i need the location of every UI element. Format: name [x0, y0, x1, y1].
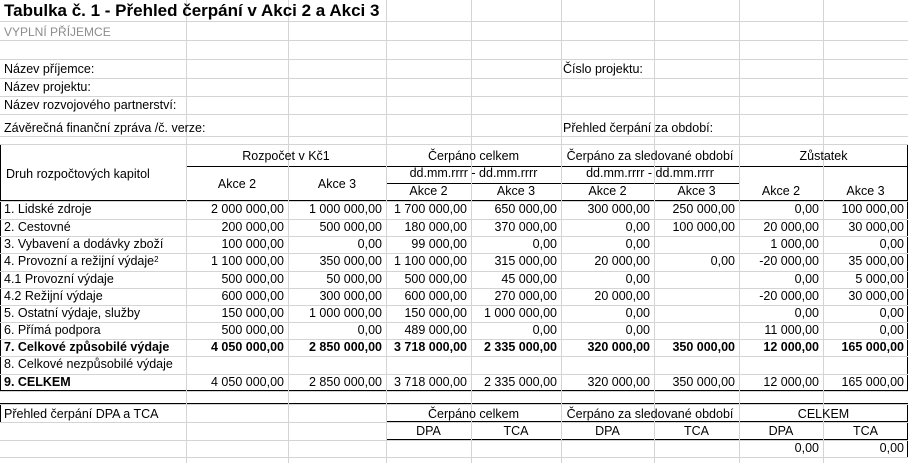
cell-budget-a2: 200 000,00: [221, 220, 284, 234]
grid-col-line: [186, 0, 187, 463]
grid-row-line: [0, 404, 908, 405]
cell-spent-total-a3: 45 000,00: [501, 272, 557, 286]
spent-total-date-range: dd.mm.rrrr - dd.mm.rrrr: [409, 166, 538, 180]
grid-row-line: [0, 391, 908, 392]
row-label: 8. Celkové nezpůsobilé výdaje: [4, 357, 173, 371]
grid-col-line: [386, 0, 387, 463]
cell-budget-a2: 500 000,00: [221, 323, 284, 337]
cell-spent-total-a3: 650 000,00: [494, 202, 557, 216]
cell-spent-total-a2: 3 718 000,00: [394, 340, 467, 354]
grid-row-line: [0, 21, 908, 22]
footnote-marker: 2: [154, 255, 159, 264]
cell-spent-total-a2: 150 000,00: [404, 306, 467, 320]
cell-spent-period-a2: 0,00: [625, 237, 650, 251]
row-label: 3. Vybavení a dodávky zboží: [4, 237, 164, 251]
row-label: 4.1 Provozní výdaje: [4, 272, 114, 286]
cell-balance-a2: 12 000,00: [763, 340, 819, 354]
dpa-col-2: DPA: [595, 424, 620, 438]
cell-spent-period-a3: 350 000,00: [672, 340, 735, 354]
chapters-header: Druh rozpočtových kapitol: [6, 167, 150, 181]
cell-budget-a3: 0,00: [357, 323, 382, 337]
project-name-label: Název projektu:: [4, 80, 91, 94]
border-v: [0, 144, 1, 391]
period-label: Přehled čerpání za období:: [563, 121, 714, 135]
cell-spent-total-a3: 0,00: [532, 237, 557, 251]
report-version-label: Závěrečná finanční zpráva /č. verze:: [4, 121, 206, 135]
grid-row-line: [0, 457, 908, 458]
cell-spent-total-a2: 180 000,00: [404, 220, 467, 234]
cell-budget-a3: 2 850 000,00: [309, 375, 382, 389]
dpa-total-header: CELKEM: [797, 407, 850, 421]
cell-spent-period-a3: 0,00: [710, 254, 735, 268]
cell-balance-a3: 165 000,00: [841, 340, 904, 354]
cell-balance-a2: 0,00: [794, 272, 819, 286]
grid-row-line: [0, 144, 908, 145]
cell-balance-a3: 0,00: [879, 237, 904, 251]
cell-spent-total-a3: 370 000,00: [494, 220, 557, 234]
grid-col-line: [288, 0, 289, 463]
spent-period-header: Čerpáno za sledované období: [566, 149, 734, 163]
spent-total-a3-header: Akce 3: [496, 184, 536, 198]
cell-budget-a2: 4 050 000,00: [211, 375, 284, 389]
grid-col-line: [654, 0, 655, 463]
row-label: 5. Ostatní výdaje, služby: [4, 306, 141, 320]
cell-spent-total-a3: 315 000,00: [494, 254, 557, 268]
dpa-value-cell: 0,00: [794, 441, 819, 455]
cell-spent-total-a3: 0,00: [532, 323, 557, 337]
cell-spent-total-a3: 270 000,00: [494, 289, 557, 303]
row-label: 9. CELKEM: [4, 375, 71, 389]
dpa-value-cell: 0,00: [879, 441, 904, 455]
page-title: Tabulka č. 1 - Přehled čerpání v Akci 2 a Akci 3: [4, 1, 380, 20]
grid-col-line: [561, 0, 562, 463]
row-label: 6. Přímá podpora: [4, 323, 101, 337]
spent-total-a2-header: Akce 2: [409, 184, 448, 198]
spent-period-date-range: dd.mm.rrrr - dd.mm.rrrr: [586, 166, 714, 180]
grid-col-line: [823, 0, 824, 463]
cell-spent-period-a3: 250 000,00: [672, 202, 735, 216]
row-label: 4.2 Režijní výdaje: [4, 289, 103, 303]
cell-budget-a2: 500 000,00: [221, 272, 284, 286]
budget-header: Rozpočet v Kč1: [242, 149, 330, 163]
cell-budget-a3: 300 000,00: [319, 289, 382, 303]
cell-balance-a2: -20 000,00: [759, 289, 819, 303]
cell-balance-a3: 0,00: [879, 306, 904, 320]
cell-budget-a3: 350 000,00: [319, 254, 382, 268]
cell-balance-a2: -20 000,00: [759, 254, 819, 268]
cell-budget-a3: 1 000 000,00: [309, 202, 382, 216]
cell-balance-a3: 35 000,00: [848, 254, 904, 268]
spent-period-a3-header: Akce 3: [677, 184, 716, 198]
cell-budget-a3: 500 000,00: [319, 220, 382, 234]
row-label: 7. Celkové způsobilé výdaje: [4, 340, 170, 354]
border-v: [0, 403, 1, 422]
grid-row-line: [0, 59, 908, 60]
cell-balance-a2: 12 000,00: [763, 375, 819, 389]
budget-a2-header: Akce 2: [217, 177, 257, 191]
cell-budget-a2: 100 000,00: [221, 237, 284, 251]
cell-budget-a2: 600 000,00: [221, 289, 284, 303]
cell-balance-a2: 0,00: [794, 306, 819, 320]
cell-balance-a2: 0,00: [794, 202, 819, 216]
grid-col-line: [471, 0, 472, 463]
cell-spent-total-a2: 1 700 000,00: [394, 202, 467, 216]
cell-spent-total-a2: 489 000,00: [404, 323, 467, 337]
spent-period-a2-header: Akce 2: [588, 184, 627, 198]
cell-spent-period-a2: 320 000,00: [587, 340, 650, 354]
cell-spent-total-a2: 99 000,00: [411, 237, 467, 251]
cell-balance-a2: 1 000,00: [770, 237, 819, 251]
budget-a3-header: Akce 3: [317, 177, 357, 191]
cell-balance-a3: 100 000,00: [841, 202, 904, 216]
row-label: 4. Provozní a režijní výdaje$^2$: [4, 254, 159, 268]
tca-col-2: TCA: [684, 424, 709, 438]
cell-spent-total-a2: 500 000,00: [404, 272, 467, 286]
dpa-spent-total-header: Čerpáno celkem: [427, 407, 519, 421]
cell-budget-a3: 0,00: [357, 237, 382, 251]
balance-a2-header: Akce 2: [761, 184, 801, 198]
spent-total-header: Čerpáno celkem: [427, 149, 519, 163]
cell-budget-a3: 1 000 000,00: [309, 306, 382, 320]
partnership-label: Název rozvojového partnerství:: [4, 98, 177, 112]
cell-budget-a3: 2 850 000,00: [309, 340, 382, 354]
cell-budget-a2: 150 000,00: [221, 306, 284, 320]
cell-spent-period-a2: 300 000,00: [587, 202, 650, 216]
tca-col-3: TCA: [853, 424, 878, 438]
cell-balance-a3: 165 000,00: [841, 375, 904, 389]
balance-header: Zůstatek: [799, 149, 848, 163]
grid-row-line: [0, 78, 908, 79]
tca-col-1: TCA: [503, 424, 529, 438]
cell-spent-period-a2: 320 000,00: [587, 375, 650, 389]
dpa-tca-label: Přehled čerpání DPA a TCA: [4, 407, 159, 421]
cell-spent-period-a3: 350 000,00: [672, 375, 735, 389]
grid-row-line: [0, 114, 908, 115]
cell-spent-total-a3: 2 335 000,00: [484, 340, 557, 354]
cell-balance-a2: 20 000,00: [763, 220, 819, 234]
grid-row-line: [0, 40, 908, 41]
cell-spent-period-a2: 0,00: [625, 220, 650, 234]
cell-spent-period-a2: 0,00: [625, 323, 650, 337]
cell-spent-total-a3: 1 000 000,00: [484, 306, 557, 320]
project-number-label: Číslo projektu:: [563, 62, 643, 76]
subtitle: VYPLNÍ PŘÍJEMCE: [4, 25, 111, 39]
cell-spent-total-a2: 3 718 000,00: [394, 375, 467, 389]
grid-col-line: [739, 0, 740, 463]
cell-balance-a3: 30 000,00: [848, 289, 904, 303]
recipient-label: Název příjemce:: [4, 62, 95, 76]
cell-spent-period-a2: 20 000,00: [594, 254, 650, 268]
dpa-col-3: DPA: [768, 424, 794, 438]
row-label: 2. Cestovné: [4, 220, 71, 234]
cell-budget-a2: 4 050 000,00: [211, 340, 284, 354]
cell-balance-a3: 0,00: [879, 323, 904, 337]
cell-spent-total-a2: 1 100 000,00: [394, 254, 467, 268]
cell-spent-period-a2: 20 000,00: [594, 289, 650, 303]
cell-spent-period-a2: 0,00: [625, 306, 650, 320]
cell-balance-a3: 30 000,00: [848, 220, 904, 234]
cell-spent-period-a3: 100 000,00: [672, 220, 735, 234]
balance-a3-header: Akce 3: [846, 184, 885, 198]
cell-budget-a3: 50 000,00: [326, 272, 382, 286]
cell-spent-total-a2: 600 000,00: [404, 289, 467, 303]
cell-budget-a2: 1 100 000,00: [211, 254, 284, 268]
cell-balance-a2: 11 000,00: [764, 323, 819, 337]
cell-budget-a2: 2 000 000,00: [211, 202, 284, 216]
cell-spent-total-a3: 2 335 000,00: [484, 375, 557, 389]
cell-spent-period-a2: 0,00: [625, 272, 650, 286]
row-label: 1. Lidské zdroje: [4, 202, 92, 216]
dpa-spent-period-header: Čerpáno za sledované období: [566, 407, 734, 421]
dpa-col-1: DPA: [416, 424, 441, 438]
cell-balance-a3: 5 000,00: [855, 272, 904, 286]
